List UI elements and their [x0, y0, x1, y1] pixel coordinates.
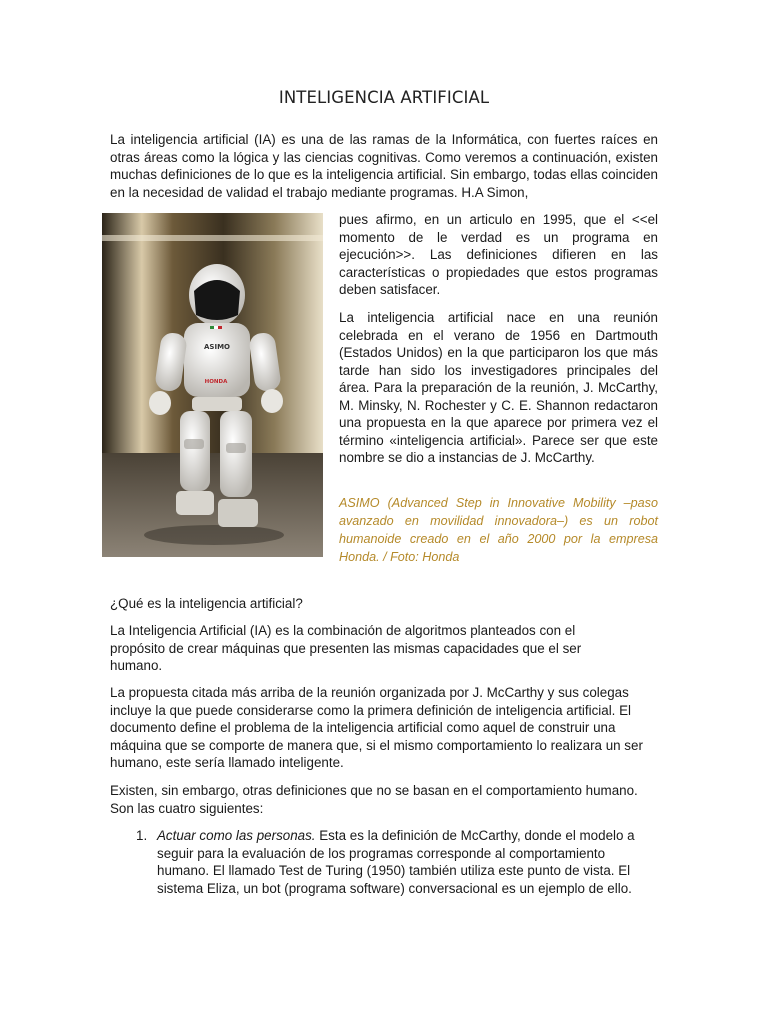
- other-definitions-paragraph: Existen, sin embargo, otras definiciones que no se basan en el comportamiento humano. Son las cuatro siguientes:: [110, 783, 638, 816]
- photo-caption: ASIMO (Advanced Step in Innovative Mobility –paso avanzado en movilidad innovadora–) es un robot humanoide creado en el año 2000 por la empresa Honda. / Foto: Honda: [339, 496, 658, 564]
- column-paragraph-1: pues afirmo, en un articulo en 1995, que el <<el momento de le verdad es un programa en ejecución>>. Las definiciones difieren en las características o propiedades que estos programas deben satisfacer.: [339, 212, 658, 297]
- list-item-term: Actuar como las personas.: [157, 828, 316, 843]
- page-title: INTELIGENCIA ARTIFICIAL: [278, 88, 490, 107]
- asimo-photo: [102, 213, 323, 557]
- list-item-number: 1.: [136, 828, 148, 843]
- list-item-content: [157, 827, 660, 897]
- list-item: [136, 827, 660, 897]
- proposal-paragraph: La propuesta citada más arriba de la reunión organizada por J. McCarthy y sus colegas incluye la que puede considerarse como la primera definición de inteligencia artificial. El documento define el problema de la inteligencia artificial como aquel de construir una máquina que se comporte de manera que, si el mismo comportamiento lo realizara un ser humano, este sería llamado inteligente.: [110, 685, 643, 770]
- column-paragraph-2: La inteligencia artificial nace en una reunión celebrada en el verano de 1956 en Dartmouth (Estados Unidos) en la que participaron los que más tarde han sido los investigadores principales del área. Para la preparación de la reunión, J. McCarthy, M. Minsky, N. Rochester y C. E. Shannon redactaron una propuesta en la que aparece por primera vez el término «inteligencia artificial». Parece ser que este nombre se dio a instancias de J. McCarthy.: [339, 310, 658, 465]
- intro-paragraph: La inteligencia artificial (IA) es una de las ramas de la Informática, con fuertes raíces en otras áreas como la lógica y las ciencias cognitivas. Como veremos a continuación, existen muchas definiciones de lo que es la inteligencia artificial. Sin embargo, todas ellas coinciden en la necesidad de validad el trabajo mediante programas. H.A Simon,: [110, 132, 658, 200]
- definition-paragraph: La Inteligencia Artificial (IA) es la combinación de algoritmos planteados con el propósito de crear máquinas que presenten las mismas capacidades que el ser humano.: [110, 623, 582, 673]
- section-question: ¿Qué es la inteligencia artificial?: [110, 596, 303, 611]
- brand-label: HONDA: [204, 379, 228, 385]
- list-item-text: Esta es la definición de McCarthy, donde el modelo a seguir para la evaluación de los programas corresponde al comportamiento humano. El llamado Test de Turing (1950) también utiliza este punto de vista. El sistema Eliza, un bot (programa software) conversacional es un ejemplo de ello.: [157, 828, 635, 896]
- robot-label: ASIMO: [204, 343, 230, 351]
